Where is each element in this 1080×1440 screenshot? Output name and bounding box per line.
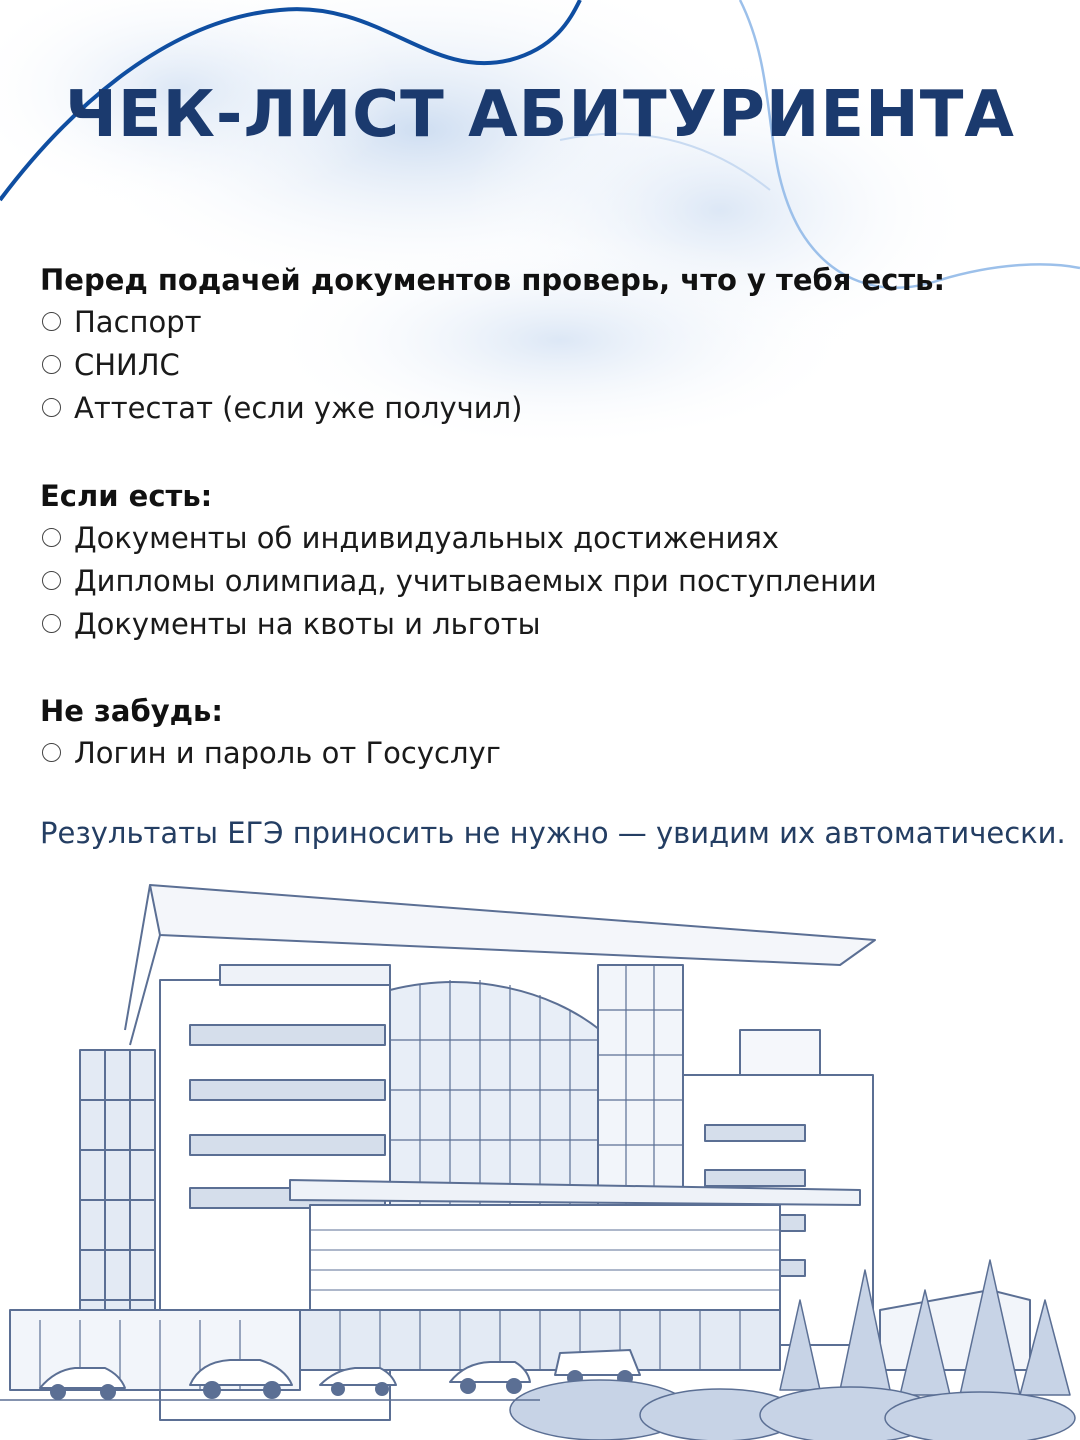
section-heading: Если есть: — [40, 479, 213, 513]
checkbox-circle-icon[interactable] — [42, 614, 61, 633]
checkbox-circle-icon[interactable] — [42, 398, 61, 417]
checklist-item-olympiads[interactable] — [40, 559, 877, 602]
section-heading: Перед подачей документов проверь, что у тебя есть: — [40, 263, 946, 297]
university-building-illustration — [0, 870, 1080, 1440]
checkbox-circle-icon[interactable] — [42, 312, 61, 331]
checklist-item-certificate[interactable] — [40, 386, 945, 429]
checklist-item-label: Паспорт — [74, 304, 202, 339]
section-documents — [40, 260, 945, 429]
checkbox-circle-icon[interactable] — [42, 571, 61, 590]
checklist-item-gosuslugi[interactable] — [40, 731, 501, 774]
checklist-item-label: Логин и пароль от Госуслуг — [74, 735, 501, 770]
section-heading: Не забудь: — [40, 694, 223, 728]
checklist-item-label: Аттестат (если уже получил) — [74, 390, 523, 425]
section-optional — [40, 476, 877, 645]
checkbox-circle-icon[interactable] — [42, 743, 61, 762]
page-title: ЧЕК-ЛИСТ АБИТУРИЕНТА — [65, 78, 1015, 152]
checklist-item-quotas[interactable] — [40, 602, 877, 645]
checklist-item-label: Дипломы олимпиад, учитываемых при поступлении — [74, 563, 877, 598]
checklist-item-snils[interactable] — [40, 343, 945, 386]
section-reminder — [40, 691, 501, 774]
checklist-item-achievements[interactable] — [40, 516, 877, 559]
checklist-item-label: СНИЛС — [74, 347, 180, 382]
checkbox-circle-icon[interactable] — [42, 355, 61, 374]
checkbox-circle-icon[interactable] — [42, 528, 61, 547]
checklist-item-label: Документы на квоты и льготы — [74, 606, 541, 641]
exam-results-note: Результаты ЕГЭ приносить не нужно — увидим их автоматически. — [40, 816, 1066, 850]
checklist-item-passport[interactable] — [40, 300, 945, 343]
checklist-item-label: Документы об индивидуальных достижениях — [74, 520, 779, 555]
